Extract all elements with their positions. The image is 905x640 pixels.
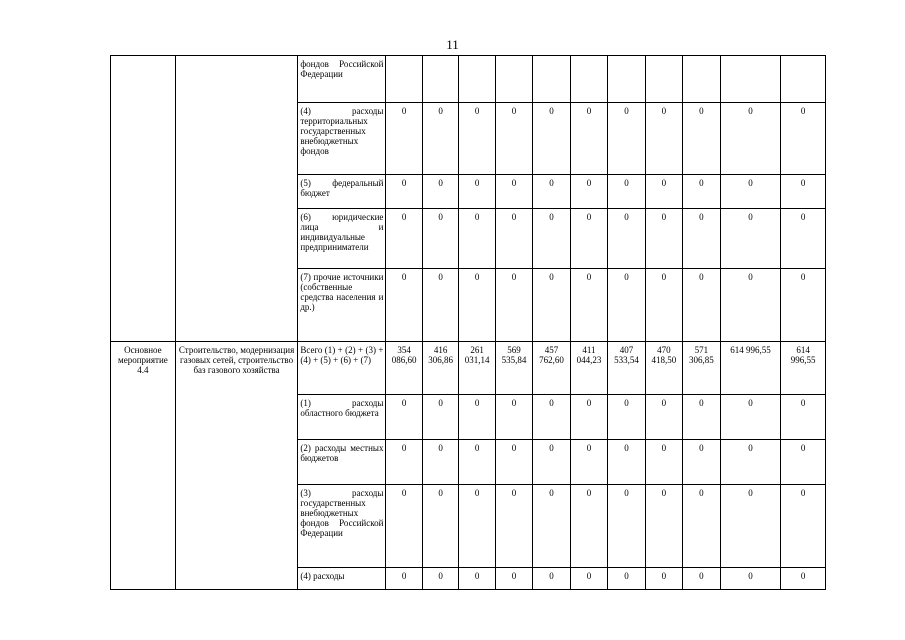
value-cell: 0 xyxy=(495,103,532,175)
value-cell: 571 306,85 xyxy=(683,342,720,395)
value-cell xyxy=(608,56,645,103)
value-cell: 0 xyxy=(781,209,826,269)
value-cell: 0 xyxy=(608,395,645,440)
value-cell: 0 xyxy=(720,103,781,175)
value-cell: 0 xyxy=(533,269,570,342)
value-cell: 0 xyxy=(645,269,682,342)
value-cell: 0 xyxy=(533,485,570,568)
table-row xyxy=(111,342,826,395)
value-cell: 0 xyxy=(720,269,781,342)
value-cell: 0 xyxy=(495,440,532,485)
value-cell: 0 xyxy=(459,269,495,342)
value-cell: 0 xyxy=(781,175,826,209)
funding-source-cell: (2) расходы местных бюджетов xyxy=(298,440,386,485)
value-cell: 354 086,60 xyxy=(386,342,422,395)
value-cell: 416 306,86 xyxy=(422,342,458,395)
funding-source-cell: (4) расходы территориальных государственных внебюджетных фондов xyxy=(298,103,386,175)
value-cell: 0 xyxy=(645,103,682,175)
value-cell: 0 xyxy=(781,395,826,440)
value-cell xyxy=(720,56,781,103)
value-cell: 0 xyxy=(570,209,607,269)
value-cell: 0 xyxy=(781,485,826,568)
value-cell: 0 xyxy=(459,568,495,590)
value-cell: 0 xyxy=(683,175,720,209)
value-cell: 0 xyxy=(386,175,422,209)
value-cell: 0 xyxy=(386,103,422,175)
value-cell: 457 762,60 xyxy=(533,342,570,395)
value-cell: 0 xyxy=(386,440,422,485)
value-cell: 0 xyxy=(720,209,781,269)
value-cell: 0 xyxy=(533,440,570,485)
value-cell: 0 xyxy=(422,103,458,175)
value-cell: 470 418,50 xyxy=(645,342,682,395)
value-cell: 0 xyxy=(422,209,458,269)
value-cell: 0 xyxy=(720,440,781,485)
value-cell: 0 xyxy=(422,485,458,568)
value-cell xyxy=(645,56,682,103)
value-cell: 0 xyxy=(459,175,495,209)
value-cell: 0 xyxy=(683,395,720,440)
value-cell: 0 xyxy=(781,440,826,485)
value-cell: 0 xyxy=(386,209,422,269)
value-cell: 0 xyxy=(459,209,495,269)
value-cell: 0 xyxy=(720,395,781,440)
value-cell: 0 xyxy=(533,175,570,209)
value-cell: 0 xyxy=(495,568,532,590)
value-cell: 569 535,84 xyxy=(495,342,532,395)
value-cell: 0 xyxy=(608,485,645,568)
value-cell xyxy=(570,56,607,103)
value-cell: 614 996,55 xyxy=(781,342,826,395)
value-cell: 0 xyxy=(683,269,720,342)
value-cell: 0 xyxy=(570,103,607,175)
value-cell: 0 xyxy=(533,568,570,590)
funding-source-cell: (1) расходы областного бюджета xyxy=(298,395,386,440)
budget-table-body xyxy=(111,56,826,590)
value-cell: 0 xyxy=(570,485,607,568)
value-cell: 0 xyxy=(459,103,495,175)
value-cell: 0 xyxy=(781,269,826,342)
value-cell xyxy=(422,56,458,103)
event-name-cell xyxy=(175,56,298,342)
value-cell: 0 xyxy=(386,568,422,590)
value-cell: 0 xyxy=(608,440,645,485)
value-cell: 0 xyxy=(608,568,645,590)
value-cell: 0 xyxy=(495,269,532,342)
value-cell: 0 xyxy=(459,485,495,568)
value-cell: 0 xyxy=(422,568,458,590)
value-cell: 0 xyxy=(683,209,720,269)
value-cell: 0 xyxy=(720,175,781,209)
value-cell: 0 xyxy=(495,485,532,568)
value-cell: 0 xyxy=(386,485,422,568)
value-cell: 0 xyxy=(422,440,458,485)
value-cell xyxy=(459,56,495,103)
value-cell: 0 xyxy=(645,175,682,209)
value-cell: 0 xyxy=(781,103,826,175)
value-cell: 0 xyxy=(645,568,682,590)
value-cell: 0 xyxy=(608,103,645,175)
value-cell: 614 996,55 xyxy=(720,342,781,395)
value-cell: 407 533,54 xyxy=(608,342,645,395)
value-cell: 0 xyxy=(608,209,645,269)
funding-source-cell: (4) расходы xyxy=(298,568,386,590)
value-cell: 0 xyxy=(645,395,682,440)
value-cell: 0 xyxy=(645,209,682,269)
value-cell: 0 xyxy=(608,269,645,342)
value-cell: 0 xyxy=(533,103,570,175)
value-cell: 0 xyxy=(459,395,495,440)
value-cell: 0 xyxy=(422,269,458,342)
funding-source-cell: Всего (1) + (2) + (3) + (4) + (5) + (6) + (7) xyxy=(298,342,386,395)
page-number: 11 xyxy=(446,37,459,52)
funding-source-cell: (7) прочие источники (собственные средства населения и др.) xyxy=(298,269,386,342)
value-cell: 0 xyxy=(781,568,826,590)
value-cell: 0 xyxy=(533,395,570,440)
table-row xyxy=(111,56,826,103)
value-cell: 261 031,14 xyxy=(459,342,495,395)
value-cell: 0 xyxy=(683,485,720,568)
funding-source-cell: фондов Российской Федерации xyxy=(298,56,386,103)
event-name-cell: Строительство, модернизация газовых сетей, строительство баз газового хозяйства xyxy=(175,342,298,590)
value-cell: 0 xyxy=(645,440,682,485)
value-cell: 0 xyxy=(570,269,607,342)
value-cell: 0 xyxy=(533,209,570,269)
value-cell xyxy=(386,56,422,103)
value-cell: 411 044,23 xyxy=(570,342,607,395)
value-cell: 0 xyxy=(570,175,607,209)
value-cell: 0 xyxy=(720,485,781,568)
value-cell: 0 xyxy=(386,269,422,342)
funding-source-cell: (6) юридические лица и индивидуальные предприниматели xyxy=(298,209,386,269)
value-cell: 0 xyxy=(495,395,532,440)
funding-source-cell: (5) федеральный бюджет xyxy=(298,175,386,209)
event-code-cell: Основное мероприятие 4.4 xyxy=(111,342,176,590)
value-cell: 0 xyxy=(608,175,645,209)
value-cell: 0 xyxy=(683,440,720,485)
value-cell: 0 xyxy=(459,440,495,485)
value-cell: 0 xyxy=(683,103,720,175)
value-cell: 0 xyxy=(570,395,607,440)
event-code-cell xyxy=(111,56,176,342)
value-cell xyxy=(781,56,826,103)
budget-table xyxy=(110,55,826,590)
value-cell xyxy=(683,56,720,103)
value-cell: 0 xyxy=(495,209,532,269)
value-cell xyxy=(495,56,532,103)
value-cell: 0 xyxy=(570,440,607,485)
value-cell: 0 xyxy=(683,568,720,590)
value-cell: 0 xyxy=(422,395,458,440)
value-cell: 0 xyxy=(645,485,682,568)
value-cell: 0 xyxy=(720,568,781,590)
funding-source-cell: (3) расходы государственных внебюджетных фондов Российской Федерации xyxy=(298,485,386,568)
value-cell: 0 xyxy=(386,395,422,440)
value-cell: 0 xyxy=(495,175,532,209)
value-cell: 0 xyxy=(570,568,607,590)
value-cell: 0 xyxy=(422,175,458,209)
value-cell xyxy=(533,56,570,103)
